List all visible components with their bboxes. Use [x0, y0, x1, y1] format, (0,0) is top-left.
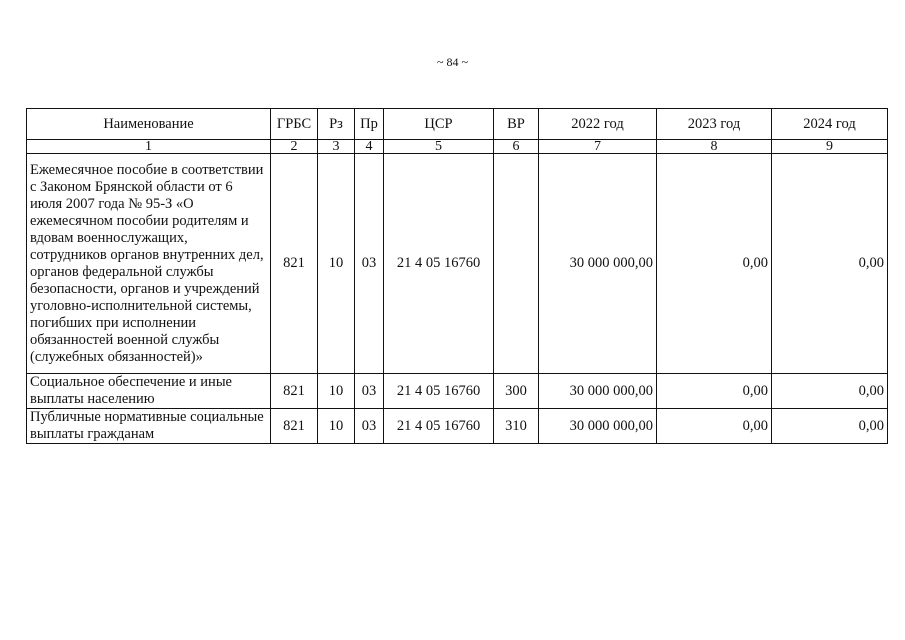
table-row	[27, 374, 888, 409]
row-csr: 21 4 05 16760	[384, 409, 494, 444]
column-number: 4	[355, 140, 384, 154]
column-number: 7	[539, 140, 657, 154]
row-grbs: 821	[271, 374, 318, 409]
header-row	[27, 109, 888, 140]
header-rz: Рз	[318, 109, 355, 140]
header-2024: 2024 год	[772, 109, 888, 140]
row-grbs: 821	[271, 409, 318, 444]
row-pr: 03	[355, 409, 384, 444]
row-amount-2024: 0,00	[772, 374, 888, 409]
column-number: 5	[384, 140, 494, 154]
column-number: 9	[772, 140, 888, 154]
header-pr: Пр	[355, 109, 384, 140]
row-vr: 300	[494, 374, 539, 409]
row-amount-2022: 30 000 000,00	[539, 374, 657, 409]
row-rz: 10	[318, 374, 355, 409]
column-number-row	[27, 140, 888, 154]
column-number: 8	[657, 140, 772, 154]
row-amount-2022: 30 000 000,00	[539, 154, 657, 374]
column-number: 2	[271, 140, 318, 154]
row-pr: 03	[355, 374, 384, 409]
header-2023: 2023 год	[657, 109, 772, 140]
budget-table	[26, 108, 888, 444]
column-number: 3	[318, 140, 355, 154]
table-row	[27, 409, 888, 444]
header-csr: ЦСР	[384, 109, 494, 140]
row-name: Социальное обеспечение и иные выплаты населению	[27, 374, 271, 409]
row-amount-2023: 0,00	[657, 374, 772, 409]
page-number: ~ 84 ~	[437, 55, 468, 69]
row-amount-2024: 0,00	[772, 154, 888, 374]
row-name: Ежемесячное пособие в соответствии с Законом Брянской области от 6 июля 2007 года № 95-З «О ежемесячном пособии родителям и вдовам военнослужащих, сотрудников органов внутренних дел, органов федеральной службы безопасности, органов и учреждений уголовно-исполнительной системы, погибших при исполнении обязанностей военной службы (служебных обязанностей)»	[27, 154, 271, 374]
row-rz: 10	[318, 409, 355, 444]
row-csr: 21 4 05 16760	[384, 374, 494, 409]
row-rz: 10	[318, 154, 355, 374]
row-amount-2024: 0,00	[772, 409, 888, 444]
row-pr: 03	[355, 154, 384, 374]
row-name: Публичные нормативные социальные выплаты гражданам	[27, 409, 271, 444]
column-number: 6	[494, 140, 539, 154]
row-vr	[494, 154, 539, 374]
header-vr: ВР	[494, 109, 539, 140]
row-grbs: 821	[271, 154, 318, 374]
row-amount-2023: 0,00	[657, 154, 772, 374]
row-csr: 21 4 05 16760	[384, 154, 494, 374]
row-amount-2023: 0,00	[657, 409, 772, 444]
table-row	[27, 154, 888, 374]
header-name: Наименование	[27, 109, 271, 140]
header-2022: 2022 год	[539, 109, 657, 140]
row-vr: 310	[494, 409, 539, 444]
row-amount-2022: 30 000 000,00	[539, 409, 657, 444]
column-number: 1	[27, 140, 271, 154]
header-grbs: ГРБС	[271, 109, 318, 140]
